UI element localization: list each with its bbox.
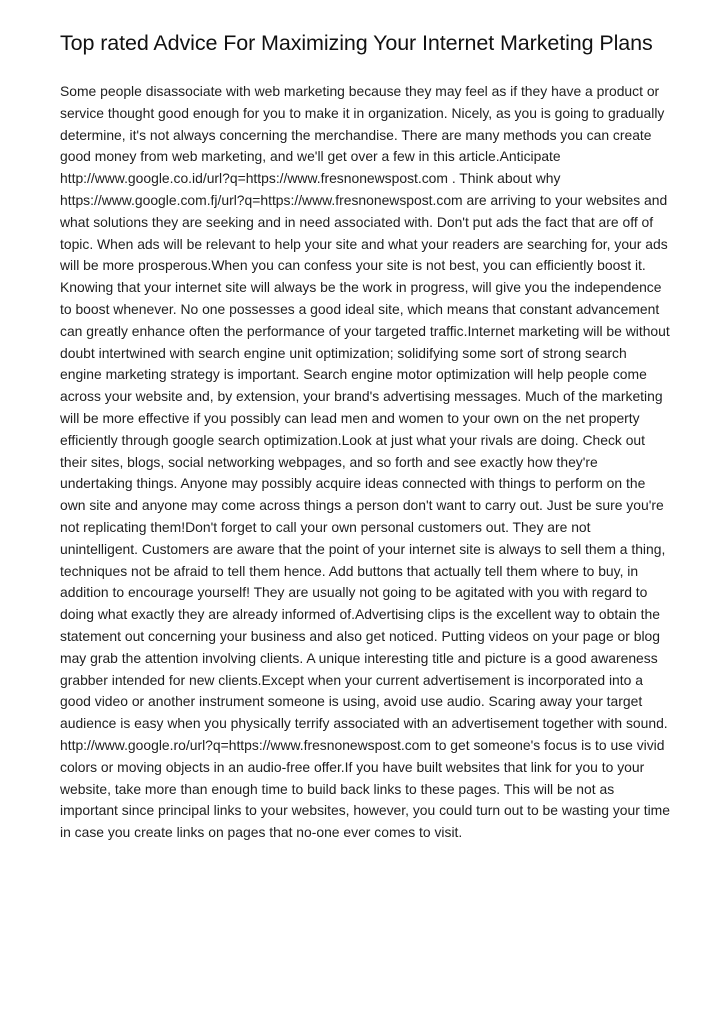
document-title: Top rated Advice For Maximizing Your Internet Marketing Plans bbox=[60, 31, 653, 55]
document-body: Some people disassociate with web marketing because they may feel as if they have a product or service thought good enough for you to make it in organization. Nicely, as you is going to gradually determine, it's not always concerning the merchandise. There are many methods you can create good money from web marketing, and we'll get over a few in this article.Anticipate http://www.google.co.id/url?q=https://www.fresnonewspost.com . Think about why https://www.google.com.fj/url?q=https://www.fresnonewspost.com are arriving to your websites and what solutions they are seeking and in need associated with. Don't put ads the fact that are off of topic. When ads will be relevant to help your site and what your readers are searching for, your ads will be more prosperous.When you can confess your site is not best, you can efficiently boost it. Knowing that your internet site will always be the work in progress, will give you the independence to boost whenever. No one possesses a good ideal site, which means that constant advancement can greatly enhance often the performance of your targeted traffic.Internet marketing will be without doubt intertwined with search engine unit optimization; solidifying some sort of strong search engine marketing strategy is important. Search engine motor optimization will help people come across your website and, by extension, your brand's advertising messages. Much of the marketing will be more effective if you possibly can lead men and women to your own on the net property efficiently through google search optimization.Look at just what your rivals are doing. Check out their sites, blogs, social networking webpages, and so forth and see exactly how they're undertaking things. Anyone may possibly acquire ideas connected with things to perform on the own site and anyone may come across things a person don't want to carry out. Just be sure you're not replicating them!Don't forget to call your own personal customers out. They are not unintelligent. Customers are aware that the point of your internet site is always to sell them a thing, techniques not be afraid to tell them hence. Add buttons that actually tell them where to buy, in addition to encourage yourself! They are usually not going to be agitated with you with regard to doing what exactly they are already informed of.Advertising clips is the excellent way to obtain the statement out concerning your business and also get noticed. Putting videos on your page or blog may grab the attention involving clients. A unique interesting title and picture is a good awareness grabber intended for new clients.Except when your current advertisement is incorporated into a good video or another instrument someone is using, avoid use audio. Scaring away your target audience is easy when you physically terrify associated with an advertisement together with sound. http://www.google.ro/url?q=https://www.fresnonewspost.com to get someone's focus is to use vivid colors or moving objects in an audio-free offer.If you have built websites that link for you to your website, take more than enough time to build back links to these pages. This will be not as important since principal links to your websites, however, you could turn out to be wasting your time in case you create links on pages that no-one ever comes to visit. bbox=[60, 83, 670, 841]
